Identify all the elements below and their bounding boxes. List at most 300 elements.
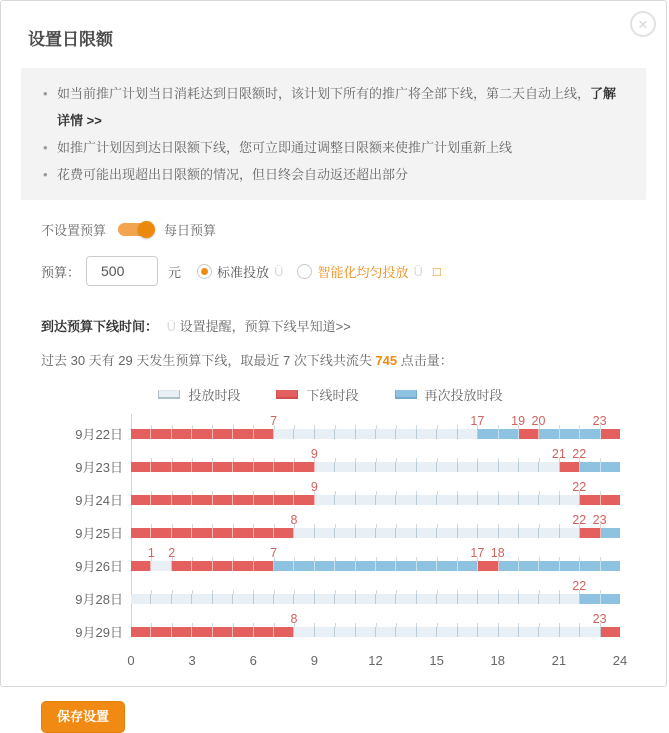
hour-tick [212,458,213,462]
hour-tick [151,524,152,528]
budget-row [41,256,666,286]
hour-tick [151,458,152,462]
hour-cell-offline [131,528,151,538]
hour-cell-serving [519,594,539,604]
boundary-hour-label: 19 [511,414,526,428]
hour-cell-serving [335,528,355,538]
hour-tick [559,557,560,561]
toggle-knob-icon [138,221,155,238]
hour-tick [539,623,540,627]
hour-cell-serving [499,594,519,604]
hour-cell-serving [478,594,498,604]
hour-tick [416,557,417,561]
hour-tick [192,491,193,495]
hour-cell-offline [254,429,274,439]
hour-cell-serving [478,627,498,637]
hour-cell-reserving [478,429,498,439]
hour-tick [212,425,213,429]
hour-tick [294,590,295,594]
hour-tick [539,491,540,495]
row-date-label: 9月29日 [75,625,123,640]
hour-tick [457,491,458,495]
hour-cell-serving [458,495,478,505]
hour-cell-offline [233,429,253,439]
hour-cell-serving [376,462,396,472]
serving-swatch-icon [158,390,180,399]
hour-cell-offline [519,429,539,439]
hour-cell-serving [294,627,314,637]
radio-selected-icon [197,264,212,279]
hour-cell-reserving [601,462,620,472]
hour-cell-serving [396,429,416,439]
hour-cell-offline [151,429,171,439]
hour-cell-serving [560,627,580,637]
hour-tick [355,491,356,495]
hour-tick [233,491,234,495]
chart-row [21,480,640,517]
hour-cell-offline [172,429,192,439]
hour-cell-reserving [519,561,539,571]
hour-tick [396,590,397,594]
hour-tick [539,557,540,561]
radio-smart-delivery[interactable] [297,262,440,281]
radio-label: 智能化均匀投放 [317,264,409,280]
hour-tick [274,623,275,627]
hour-tick [477,623,478,627]
hour-cell-serving [437,429,457,439]
hour-cell-offline [254,627,274,637]
summary-suffix: 点击量： [397,353,453,368]
row-date-label: 9月22日 [75,427,123,442]
chart-rows [21,410,640,649]
chart-row [21,579,640,616]
hour-cell-offline [233,495,253,505]
hour-tick [151,491,152,495]
hour-cell-offline [601,429,620,439]
row-plot [131,612,620,649]
hour-tick [233,458,234,462]
hour-cell-offline [233,462,253,472]
hour-tick [477,590,478,594]
hour-tick [437,524,438,528]
hour-cell-serving [356,594,376,604]
hour-tick [498,491,499,495]
hour-tick [477,458,478,462]
hour-cell-serving [274,429,294,439]
hour-tick [559,491,560,495]
row-date-label: 9月25日 [75,526,123,541]
hour-cell-serving [478,462,498,472]
hour-cell-offline [274,528,294,538]
hour-cell-serving [539,594,559,604]
hour-tick [376,590,377,594]
budget-mode-row [41,220,666,239]
budget-input[interactable] [86,256,158,286]
hour-tick [212,590,213,594]
hour-cell-serving [294,594,314,604]
hour-cell-serving [580,627,600,637]
hour-cell-serving [458,462,478,472]
hour-tick [376,458,377,462]
help-icon[interactable]: Ü [413,263,423,279]
hour-cell-serving [417,528,437,538]
hour-cell-offline [192,627,212,637]
chart-row [21,414,640,451]
hour-cell-offline [213,528,233,538]
x-axis [21,653,640,671]
boundary-hour-label: 8 [290,612,298,626]
hour-tick [233,623,234,627]
hour-tick [253,524,254,528]
hour-tick [253,425,254,429]
summary-prefix: 过去 30 天有 29 天发生预算下线，取最近 7 次下线共流失 [41,353,376,368]
hour-tick [253,590,254,594]
hour-cell-serving [519,528,539,538]
hour-cell-serving [151,561,171,571]
hour-tick [335,458,336,462]
hour-cell-serving [254,594,274,604]
chart-row [21,546,640,583]
hour-tick [192,458,193,462]
row-plot [131,414,620,451]
hour-tick [355,524,356,528]
legend-item-offline [276,385,358,404]
hour-tick [355,425,356,429]
bell-icon: Ü [166,319,177,334]
x-tick-label: 6 [249,653,257,668]
hour-cell-reserving [437,561,457,571]
hour-tick [579,425,580,429]
radio-unselected-icon [297,264,312,279]
hour-tick [192,524,193,528]
hour-cell-serving [478,528,498,538]
hour-tick [437,557,438,561]
help-icon[interactable]: Ü [274,263,284,279]
hour-tick [294,557,295,561]
hour-tick [539,590,540,594]
boundary-hour-label: 23 [592,513,607,527]
hour-cell-serving [539,495,559,505]
hour-tick [376,491,377,495]
hour-tick [376,524,377,528]
boundary-hour-label: 7 [270,414,278,428]
hour-cell-serving [294,528,314,538]
hour-tick [600,590,601,594]
hour-cell-offline [478,561,498,571]
row-date-label: 9月24日 [75,493,123,508]
row-plot [131,579,620,616]
chart-row [21,612,640,649]
legend-item-reserving [395,385,503,404]
budget-toggle[interactable] [118,223,152,236]
hour-tick [294,491,295,495]
learn-more-link[interactable]: 了解详情 >> [57,86,617,128]
timeline-bar [131,627,620,637]
hour-cell-serving [417,627,437,637]
hour-tick [518,524,519,528]
hour-cell-offline [213,462,233,472]
hour-cell-reserving [580,561,600,571]
hour-cell-offline [274,462,294,472]
hour-tick [192,623,193,627]
boundary-hour-label: 22 [572,513,587,527]
boundary-hour-label: 17 [470,414,485,428]
hour-tick [335,590,336,594]
hour-cell-serving [213,594,233,604]
hour-cell-serving [376,429,396,439]
hour-cell-serving [356,627,376,637]
hour-cell-serving [356,528,376,538]
notice-text: 如推广计划因到达日限额下线，您可立即通过调整日限额来使推广计划重新上线 [57,140,513,155]
boundary-hour-label: 2 [168,546,176,560]
budget-label: 预算： [41,264,81,280]
row-date-label: 9月28日 [75,592,123,607]
boundary-hour-label: 17 [470,546,485,560]
hour-cell-offline [294,495,314,505]
hour-cell-reserving [274,561,294,571]
hour-cell-serving [499,462,519,472]
hour-cell-serving [376,495,396,505]
hour-tick [376,623,377,627]
hour-cell-offline [131,495,151,505]
hour-cell-offline [213,627,233,637]
hour-cell-offline [172,528,192,538]
hour-tick [355,557,356,561]
hour-tick [396,458,397,462]
hour-cell-offline [274,495,294,505]
boundary-hour-label: 23 [592,612,607,626]
hour-tick [559,590,560,594]
hour-cell-offline [213,429,233,439]
hour-tick [335,425,336,429]
hour-tick [600,491,601,495]
hour-cell-serving [315,594,335,604]
hour-tick [314,590,315,594]
hour-cell-reserving [601,561,620,571]
hour-cell-serving [172,594,192,604]
boundary-hour-label: 22 [572,480,587,494]
hour-cell-offline [294,462,314,472]
hour-cell-offline [192,462,212,472]
hour-cell-serving [315,528,335,538]
hour-tick [335,524,336,528]
hour-tick [518,557,519,561]
hour-cell-offline [131,627,151,637]
chart-row [21,513,640,550]
hour-cell-offline [192,495,212,505]
hour-tick [457,458,458,462]
hour-tick [172,623,173,627]
boundary-hour-label: 18 [490,546,505,560]
hour-cell-serving [560,528,580,538]
hour-cell-reserving [580,429,600,439]
hour-cell-offline [172,495,192,505]
hour-cell-offline [172,561,192,571]
x-tick-label: 18 [490,653,505,668]
downtime-chart [21,385,640,671]
hour-tick [437,458,438,462]
notice-text: 如当前推广计划当日消耗达到日限额时，该计划下所有的推广将全部下线，第二天自动上线， [57,86,591,101]
hour-tick [192,590,193,594]
loss-summary [41,350,666,369]
hour-tick [212,524,213,528]
hour-cell-reserving [294,561,314,571]
hour-cell-serving [417,429,437,439]
hour-cell-offline [151,627,171,637]
hour-cell-reserving [396,561,416,571]
hour-cell-serving [396,528,416,538]
hour-cell-offline [254,495,274,505]
hour-tick [212,557,213,561]
x-tick-label: 15 [429,653,444,668]
hour-tick [559,623,560,627]
hour-tick [172,491,173,495]
hour-tick [376,425,377,429]
hour-tick [314,623,315,627]
reminder-link[interactable]: 设置提醒，预算下线早知道>> [179,319,351,334]
hour-tick [437,590,438,594]
boundary-hour-label: 21 [551,447,566,461]
loss-count: 745 [375,353,398,368]
hour-cell-offline [274,627,294,637]
hour-tick [192,557,193,561]
hour-tick [498,623,499,627]
hour-cell-serving [499,495,519,505]
hour-tick [477,524,478,528]
hour-cell-serving [437,528,457,538]
hour-tick [539,524,540,528]
hour-tick [396,425,397,429]
row-date-label: 9月26日 [75,559,123,574]
hour-cell-offline [192,561,212,571]
hour-cell-serving [437,495,457,505]
hour-tick [151,590,152,594]
hour-cell-offline [601,495,620,505]
reserving-swatch-icon [395,390,417,399]
hour-cell-reserving [376,561,396,571]
hour-cell-serving [437,462,457,472]
hour-cell-serving [396,627,416,637]
timeline-bar [131,561,620,571]
hour-tick [151,425,152,429]
radio-standard-delivery[interactable] [197,262,283,281]
hour-cell-serving [499,528,519,538]
x-tick-label: 0 [127,653,135,668]
hour-cell-serving [519,495,539,505]
hour-cell-serving [335,495,355,505]
hour-tick [416,491,417,495]
reminder-row [41,316,666,335]
notice-item [43,161,624,188]
chart-row [21,447,640,484]
x-tick-label: 9 [310,653,318,668]
timeline-bar [131,528,620,538]
hour-tick [212,491,213,495]
hour-cell-serving [396,594,416,604]
hour-cell-reserving [580,594,600,604]
hour-tick [314,557,315,561]
hour-tick [600,557,601,561]
hour-cell-offline [131,429,151,439]
hour-tick [396,491,397,495]
hour-cell-reserving [499,429,519,439]
hour-cell-serving [233,594,253,604]
row-plot [131,447,620,484]
notice-item [43,134,624,161]
hour-cell-serving [356,462,376,472]
save-button[interactable]: 保存设置 [41,701,125,733]
hour-tick [192,425,193,429]
boundary-hour-label: 22 [572,579,587,593]
hour-cell-offline [151,528,171,538]
hour-tick [233,590,234,594]
boundary-hour-label: 20 [531,414,546,428]
hour-tick [396,623,397,627]
hour-cell-offline [233,561,253,571]
hour-tick [477,491,478,495]
hour-tick [335,557,336,561]
hour-tick [253,623,254,627]
hour-tick [314,524,315,528]
hour-tick [579,557,580,561]
hour-tick [457,590,458,594]
hour-cell-serving [335,594,355,604]
hour-cell-serving [315,495,335,505]
radio-label: 标准投放 [217,264,270,280]
hour-cell-serving [560,495,580,505]
hour-tick [498,425,499,429]
hour-tick [518,590,519,594]
notice-item [43,80,624,134]
hour-tick [335,491,336,495]
timeline-bar [131,429,620,439]
hour-tick [253,557,254,561]
toggle-on-label: 每日预算 [164,223,217,238]
hour-cell-offline [172,627,192,637]
hour-cell-serving [560,594,580,604]
hour-cell-serving [519,627,539,637]
hour-tick [314,425,315,429]
hour-tick [172,590,173,594]
hour-cell-serving [131,594,151,604]
hour-tick [437,491,438,495]
hour-cell-offline [131,561,151,571]
boundary-hour-label: 9 [310,447,318,461]
hour-tick [416,524,417,528]
hour-cell-serving [315,627,335,637]
hour-tick [274,458,275,462]
row-plot [131,480,620,517]
toggle-off-label: 不设置预算 [41,223,107,238]
hour-cell-serving [294,429,314,439]
hour-tick [559,524,560,528]
legend-label: 投放时段 [188,388,241,403]
hour-cell-serving [274,594,294,604]
hour-tick [416,590,417,594]
hour-cell-serving [151,594,171,604]
hour-cell-serving [335,462,355,472]
hour-cell-serving [376,528,396,538]
hour-tick [396,557,397,561]
boundary-hour-label: 23 [592,414,607,428]
close-icon[interactable]: × [630,11,656,37]
hour-tick [172,524,173,528]
x-tick-label: 12 [368,653,383,668]
hour-tick [172,458,173,462]
hour-cell-offline [254,561,274,571]
hour-cell-offline [233,528,253,538]
hour-tick [457,623,458,627]
